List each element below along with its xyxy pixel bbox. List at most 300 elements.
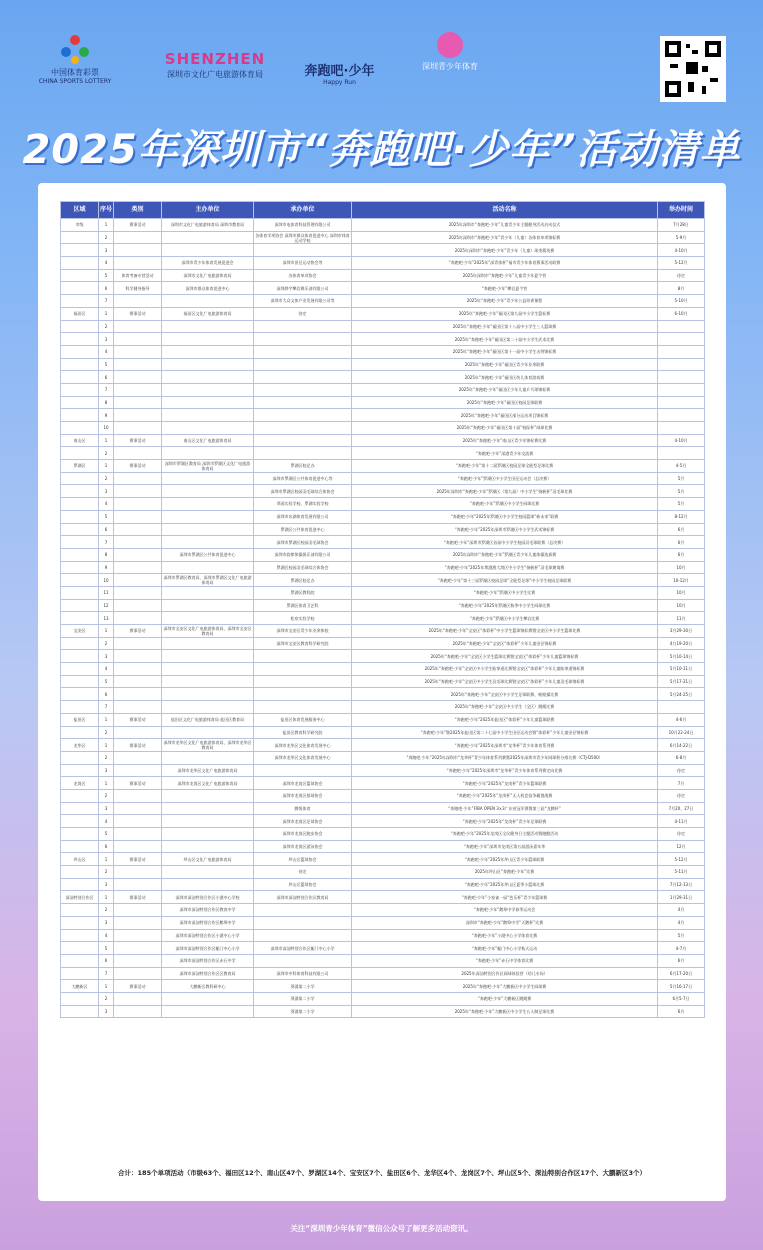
cell-area: 市级 <box>61 219 99 232</box>
cell-time: 5月10-11日 <box>658 663 705 676</box>
cell-host: 深圳市龙华区文化广电旅游体育局 <box>162 764 254 777</box>
cell-category <box>114 954 162 967</box>
table-row <box>61 269 705 282</box>
cell-no: 3 <box>99 1005 114 1018</box>
cell-area <box>61 396 99 409</box>
cell-organizer <box>254 675 352 688</box>
cell-area <box>61 866 99 879</box>
cell-area <box>61 498 99 511</box>
cell-host <box>162 333 254 346</box>
cell-no: 1 <box>99 434 114 447</box>
cell-organizer: 深圳市龙华区文化体育发展中心 <box>254 751 352 764</box>
cell-host: 深圳市文化广电旅游体育局 <box>162 269 254 282</box>
cell-host <box>162 371 254 384</box>
table-row <box>61 701 705 714</box>
cell-category <box>114 942 162 955</box>
table-row <box>61 828 705 841</box>
cell-time: 10-12月 <box>658 574 705 587</box>
cell-organizer: 深圳市龙岗区篮球协会 <box>254 777 352 790</box>
cell-organizer <box>254 701 352 714</box>
cell-no: 3 <box>99 333 114 346</box>
cell-time <box>658 396 705 409</box>
cell-organizer <box>254 447 352 460</box>
cell-time: 4-5月 <box>658 460 705 473</box>
cell-time: 4-10月 <box>658 434 705 447</box>
cell-category: 赛事活动 <box>114 713 162 726</box>
cell-area <box>61 954 99 967</box>
table-row <box>61 244 705 257</box>
cell-area <box>61 383 99 396</box>
cell-category <box>114 815 162 828</box>
cell-time: 10月 <box>658 561 705 574</box>
cell-time: 5-9月 <box>658 231 705 244</box>
cell-no: 1 <box>99 853 114 866</box>
cell-organizer <box>254 764 352 777</box>
table-row <box>61 409 705 422</box>
cell-area <box>61 701 99 714</box>
cell-activity: “奔跑吧·少年”FIBA OPEN 3×3广东省冠军赛暨第三届“龙腾杯” <box>352 802 658 815</box>
cell-no: 1 <box>99 307 114 320</box>
cell-host <box>162 498 254 511</box>
cell-category: 赛事活动 <box>114 460 162 473</box>
cell-time: 6月14-22日 <box>658 739 705 752</box>
table-row <box>61 586 705 599</box>
cell-time <box>658 345 705 358</box>
cell-no: 3 <box>99 485 114 498</box>
cell-organizer: 罗湖区公共体育促进中心 <box>254 523 352 536</box>
activity-list-card <box>38 183 726 1201</box>
cell-area <box>61 371 99 384</box>
cell-time: 4-6月 <box>658 713 705 726</box>
cell-no: 1 <box>99 891 114 904</box>
cell-host <box>162 561 254 574</box>
cell-area <box>61 840 99 853</box>
table-row <box>61 320 705 333</box>
cell-time: 4-7月 <box>658 942 705 955</box>
cell-no: 2 <box>99 789 114 802</box>
cell-category <box>114 904 162 917</box>
col-header-area: 区域 <box>61 202 99 219</box>
cell-organizer: 待定 <box>254 307 352 320</box>
table-row <box>61 929 705 942</box>
cell-area <box>61 320 99 333</box>
cell-host <box>162 383 254 396</box>
table-row <box>61 231 705 244</box>
table-row <box>61 371 705 384</box>
table-row <box>61 1005 705 1018</box>
cell-activity: 2025年坪山区“奔跑吧·少年”比赛 <box>352 866 658 879</box>
cell-no: 8 <box>99 548 114 561</box>
cell-category <box>114 764 162 777</box>
cell-time <box>658 701 705 714</box>
cell-activity: 2025年“奔跑吧·少年”宝安区中小学生足球联赛、啦啦操比赛 <box>352 688 658 701</box>
cell-category: 赛事活动 <box>114 625 162 638</box>
cell-time: 7月20、27日 <box>658 802 705 815</box>
cell-host: 深圳市深汕特别合作区小漠中心学校 <box>162 891 254 904</box>
cell-category <box>114 257 162 270</box>
cell-category: 赛事活动 <box>114 739 162 752</box>
cell-no: 4 <box>99 345 114 358</box>
cell-organizer: 深圳市罗湖区校园羽毛球协会 <box>254 536 352 549</box>
cell-category <box>114 751 162 764</box>
cell-no: 1 <box>99 713 114 726</box>
cell-no: 4 <box>99 498 114 511</box>
cell-host <box>162 586 254 599</box>
cell-no: 1 <box>99 739 114 752</box>
cell-no: 10 <box>99 422 114 435</box>
cell-organizer <box>254 358 352 371</box>
cell-host: 深圳市深汕特别合作区小漠中心小学 <box>162 929 254 942</box>
cell-activity: “奔跑吧·少年”大鹏新区跳绳赛 <box>352 992 658 1005</box>
cell-time <box>658 371 705 384</box>
cell-activity: 2025年“奔跑吧·少年”宝安区小学生篮球比赛暨宝安区“体彩杯”少年儿童篮球锦标赛 <box>352 650 658 663</box>
cell-category: 赛事活动 <box>114 307 162 320</box>
cell-time: 7月28日 <box>658 219 705 232</box>
cell-organizer: 深圳市罗湖区校园羽毛球综合体协会 <box>254 485 352 498</box>
table-body <box>61 219 705 1018</box>
table-row <box>61 891 705 904</box>
cell-category <box>114 612 162 625</box>
table-row <box>61 333 705 346</box>
cell-no: 8 <box>99 396 114 409</box>
cell-category <box>114 422 162 435</box>
cell-area: 深汕特别合作区 <box>61 891 99 904</box>
cell-time: 10月22-24日 <box>658 726 705 739</box>
cell-category <box>114 992 162 1005</box>
table-row <box>61 498 705 511</box>
cell-organizer: 各体育学项协会 深圳市群众体育促进中心 深圳市体育运动学校 <box>255 232 350 243</box>
cell-no: 7 <box>99 967 114 980</box>
table-row <box>61 663 705 676</box>
cell-activity: “奔跑吧·少年”2025年罗湖区秋季中小学生网球比赛 <box>352 599 658 612</box>
cell-host: 南山区文化广电旅游体育局 <box>162 434 254 447</box>
table-row <box>61 345 705 358</box>
cell-host <box>162 345 254 358</box>
cell-no: 1 <box>99 460 114 473</box>
cell-host <box>162 650 254 663</box>
cell-activity: 2025年“奔跑吧·少年”宝安区中小学生跆拳道比赛暨宝安区“体彩杯”少年儿童跆拳道锦标赛 <box>352 663 658 676</box>
cell-activity: “奔跑吧·少年”2025年深圳市罗湖区中小学生武术锦标赛 <box>352 523 658 536</box>
cell-category <box>114 840 162 853</box>
cell-no: 1 <box>99 219 114 232</box>
cell-organizer <box>254 333 352 346</box>
cell-area <box>61 663 99 676</box>
cell-activity: 2025年“奔跑吧·少年”福田区校园足球联赛 <box>352 396 658 409</box>
table-row <box>61 688 705 701</box>
cell-no: 7 <box>99 383 114 396</box>
cell-host: 深圳市龙岗区文化广电旅游体育局 <box>162 777 254 790</box>
cell-time: 4月 <box>658 904 705 917</box>
cell-organizer: 罗湖区校足办 <box>254 574 352 587</box>
cell-activity: “奔跑吧·少年”暨2025年盐田区第二十七届中小学生田径运动会暨“体彩杯”少年儿童田径锦标赛 <box>352 726 658 739</box>
cell-no: 3 <box>99 650 114 663</box>
cell-no: 9 <box>99 409 114 422</box>
cell-host <box>162 612 254 625</box>
cell-no: 1 <box>99 980 114 993</box>
cell-category <box>114 295 162 308</box>
benpao-sub: Happy Run <box>323 79 356 86</box>
cell-activity: 2025年“奔跑吧·少年”大鹏新区中小学生网球赛 <box>352 980 658 993</box>
table-row <box>61 548 705 561</box>
cell-no: 6 <box>99 371 114 384</box>
shenzhen-name: SHENZHEN <box>164 50 266 68</box>
cell-category <box>114 383 162 396</box>
china-sports-lottery-logo <box>30 30 120 100</box>
cell-area <box>61 257 99 270</box>
cell-activity: “奔跑吧·少年”2025年粤港澳大湾区中小学生“扬帆杯”羽毛球邀请赛 <box>352 561 658 574</box>
cell-time: 11月 <box>658 612 705 625</box>
cell-no: 6 <box>99 840 114 853</box>
cell-area <box>61 1005 99 1018</box>
table-row <box>61 980 705 993</box>
table-row <box>61 916 705 929</box>
table-row <box>61 637 705 650</box>
table-row <box>61 561 705 574</box>
cell-no: 4 <box>99 929 114 942</box>
cell-time: 6-8月 <box>658 751 705 764</box>
cell-category <box>114 472 162 485</box>
cell-host: 大鹏新区教科研中心 <box>162 980 254 993</box>
cell-organizer: 翠园实验学校、罗湖实验学校 <box>254 498 352 511</box>
cell-area <box>61 345 99 358</box>
cell-area <box>61 688 99 701</box>
cell-category <box>114 802 162 815</box>
cell-organizer: 深圳市宝安区教育科学研究院 <box>254 637 352 650</box>
cell-host <box>162 828 254 841</box>
cell-activity: 2025年“奔跑吧·少年”宝安区中小学生羽毛球比赛暨宝安区“体彩杯”少年儿童羽毛球锦标赛 <box>352 675 658 688</box>
table-row <box>61 612 705 625</box>
cell-time: 6月 <box>658 1005 705 1018</box>
cell-category <box>114 485 162 498</box>
cell-activity: 2025年“奔跑吧·少年”青少年公益培训课程 <box>352 295 658 308</box>
cell-activity: “奔跑吧·少年”2025年深圳市“龙华杯”青少年体育系列赛定向比赛 <box>352 764 658 777</box>
cell-category <box>114 828 162 841</box>
cell-category <box>114 447 162 460</box>
cell-activity: 2025年“奔跑吧·少年”福田区第二十届中小学生武术比赛 <box>352 333 658 346</box>
cell-time: 5月 <box>658 929 705 942</box>
cell-activity: “奔跑吧·少年”2025年深圳市“龙华杯”青少年体育系列赛暨2025年深圳市青少年网球积分排名赛（CTJ-D500） <box>352 751 658 764</box>
cell-area <box>61 472 99 485</box>
cell-area: 罗湖区 <box>61 460 99 473</box>
cell-category <box>114 967 162 980</box>
cell-organizer: 各体育单项协会 <box>254 269 352 282</box>
cell-area <box>61 282 99 295</box>
cell-area <box>61 916 99 929</box>
cell-area <box>61 789 99 802</box>
cell-category <box>114 574 162 587</box>
cell-area <box>61 637 99 650</box>
cell-organizer: 罗湖区校园羽毛球综合体协会 <box>254 561 352 574</box>
cell-area <box>61 815 99 828</box>
cell-organizer: 深圳市东湖体育发展有限公司 <box>254 510 352 523</box>
cell-area <box>61 333 99 346</box>
cell-category <box>114 637 162 650</box>
cell-organizer: 深圳市韵律体操俱乐部有限公司 <box>254 548 352 561</box>
cell-host <box>162 409 254 422</box>
cell-no: 1 <box>99 777 114 790</box>
cell-activity: “奔跑吧·少年”鲘门中心小学秋天运动 <box>352 942 658 955</box>
table-row <box>61 904 705 917</box>
cell-category <box>114 675 162 688</box>
cell-organizer: 深圳市宝安区青少年业余体校 <box>254 625 352 638</box>
follow-wechat-note: 关注“深圳青少年体育”微信公众号了解更多活动资讯。 <box>290 1224 473 1233</box>
cell-host <box>162 815 254 828</box>
cell-no: 7 <box>99 536 114 549</box>
cell-organizer <box>254 954 352 967</box>
cell-time: 10月 <box>658 586 705 599</box>
cell-time: 8月 <box>658 282 705 295</box>
col-header-category: 类别 <box>114 202 162 219</box>
cell-area <box>61 650 99 663</box>
cell-organizer <box>254 409 352 422</box>
cell-host <box>162 320 254 333</box>
cell-organizer: 深圳市罗湖区公共体育促进中心等 <box>254 472 352 485</box>
cell-area <box>61 269 99 282</box>
cell-time: 5-10月 <box>658 295 705 308</box>
lottery-name: 中国体育彩票 <box>51 68 99 77</box>
cell-activity: 2025年深汕特别合作区网球体验营（幼儿专场） <box>352 967 658 980</box>
cell-category <box>114 523 162 536</box>
cell-no: 5 <box>99 358 114 371</box>
table-row <box>61 574 705 587</box>
cell-activity: 2025年“奔跑吧·少年”宝安区“体彩杯”少年儿童田径锦标赛 <box>352 637 658 650</box>
cell-area <box>61 523 99 536</box>
cell-category <box>114 244 162 257</box>
table-row <box>61 219 705 232</box>
cell-organizer: 深圳市大众文体产业发展有限公司等 <box>254 295 352 308</box>
cell-organizer: 深圳烨宇攀岩赛乐部有限公司 <box>254 282 352 295</box>
cell-time: 5月 <box>658 485 705 498</box>
cell-area <box>61 485 99 498</box>
cell-no: 5 <box>99 942 114 955</box>
table-row <box>61 954 705 967</box>
cell-category <box>114 650 162 663</box>
cell-category <box>114 916 162 929</box>
cell-organizer: 深圳市龙岗区跑步协会 <box>254 828 352 841</box>
cell-organizer <box>254 320 352 333</box>
cell-category <box>114 878 162 891</box>
cell-area <box>61 574 99 587</box>
cell-host <box>162 510 254 523</box>
cell-host <box>162 599 254 612</box>
cell-no: 6 <box>99 954 114 967</box>
youth-sports-logo <box>410 30 490 100</box>
cell-activity: “奔跑吧·少年”2025年盐田区“体彩杯”少年儿童篮球联赛 <box>352 713 658 726</box>
table-row <box>61 257 705 270</box>
cell-time: 待定 <box>658 789 705 802</box>
table-row <box>61 650 705 663</box>
cell-host <box>162 751 254 764</box>
cell-host <box>162 485 254 498</box>
cell-organizer: 葵涌第二小学 <box>254 1005 352 1018</box>
col-header-host: 主办单位 <box>162 202 254 219</box>
cell-category <box>114 866 162 879</box>
cell-host <box>162 789 254 802</box>
cell-category <box>114 929 162 942</box>
cell-host <box>162 701 254 714</box>
cell-host <box>162 688 254 701</box>
cell-organizer: 深圳市深汕特别合作区教育局 <box>254 891 352 904</box>
cell-category: 赛事活动 <box>114 777 162 790</box>
cell-category <box>114 409 162 422</box>
col-header-organizer: 承办单位 <box>254 202 352 219</box>
table-row <box>61 295 705 308</box>
cell-no: 3 <box>99 802 114 815</box>
cell-area: 大鹏新区 <box>61 980 99 993</box>
cell-host <box>162 878 254 891</box>
youth-sports-name: 深圳青少年体育 <box>422 62 478 71</box>
cell-organizer: 葵涌第二小学 <box>254 992 352 1005</box>
cell-organizer: 深圳市田径运动协会等 <box>254 257 352 270</box>
cell-host: 深圳市宝安区文化广电旅游体育局、深圳市宝安区教育局 <box>163 625 252 636</box>
cell-activity: 2025年“奔跑吧·少年”大鹏新区中小学生五人制足球比赛 <box>352 1005 658 1018</box>
cell-activity: “奔跑吧·少年”罗湖区中小学生比赛 <box>352 586 658 599</box>
table-row <box>61 383 705 396</box>
cell-no: 5 <box>99 828 114 841</box>
cell-no: 5 <box>99 269 114 282</box>
cell-category <box>114 701 162 714</box>
cell-category: 赛事活动 <box>114 980 162 993</box>
table-row <box>61 840 705 853</box>
cell-host: 坪山区文化广电旅游体育局 <box>162 853 254 866</box>
cell-organizer: 深圳市龙岗区排球协会 <box>254 789 352 802</box>
cell-no: 2 <box>99 904 114 917</box>
shenzhen-logo <box>150 30 280 100</box>
cell-no: 5 <box>99 510 114 523</box>
cell-host: 深圳市罗湖区教育局、深圳市罗湖区文化广电旅游体育局 <box>163 575 252 586</box>
table-row <box>61 942 705 955</box>
cell-category <box>114 789 162 802</box>
cell-no: 3 <box>99 764 114 777</box>
cell-category <box>114 320 162 333</box>
cell-area <box>61 675 99 688</box>
cell-no: 6 <box>99 282 114 295</box>
cell-category <box>114 599 162 612</box>
table-row <box>61 751 705 764</box>
cell-host <box>162 726 254 739</box>
cell-organizer: 盐田区体育发展服务中心 <box>254 713 352 726</box>
table-row <box>61 739 705 752</box>
cell-no: 4 <box>99 815 114 828</box>
cell-time: 5月 <box>658 472 705 485</box>
cell-activity: 2025年“奔跑吧·少年”福田区青少年业余联赛 <box>352 358 658 371</box>
cell-host <box>162 675 254 688</box>
cell-area: 坪山区 <box>61 853 99 866</box>
cell-host <box>162 637 254 650</box>
table-row <box>61 815 705 828</box>
cell-area <box>61 244 99 257</box>
cell-category <box>114 498 162 511</box>
cell-no: 2 <box>99 231 114 244</box>
cell-activity: 2025年深圳市“奔跑吧·少年”儿童青少年夏令营 <box>352 269 658 282</box>
cell-area <box>61 358 99 371</box>
cell-activity: “奔跑吧·少年”小家雀一届“芭乐杯”青少年篮球赛 <box>352 891 658 904</box>
cell-host: 深圳市文化广电旅游体育局 深圳市教育局 <box>162 219 254 232</box>
table-row <box>61 282 705 295</box>
cell-area <box>61 447 99 460</box>
cell-activity: 2025年“奔跑吧·少年”福田区第十届“校际杯”网球比赛 <box>352 422 658 435</box>
cell-activity: 2025年深圳市“奔跑吧·少年”罗湖区（第九届）中小学生“扬帆杯”羽毛球比赛 <box>352 485 658 498</box>
table-row <box>61 713 705 726</box>
cell-area <box>61 231 99 244</box>
cell-activity: “奔跑吧·少年”小漠中心小学体育比赛 <box>352 929 658 942</box>
table-row <box>61 434 705 447</box>
table-row <box>61 764 705 777</box>
table-row <box>61 853 705 866</box>
cell-area <box>61 510 99 523</box>
cell-time: 4月 <box>658 916 705 929</box>
cell-category: 赛事活动 <box>114 434 162 447</box>
